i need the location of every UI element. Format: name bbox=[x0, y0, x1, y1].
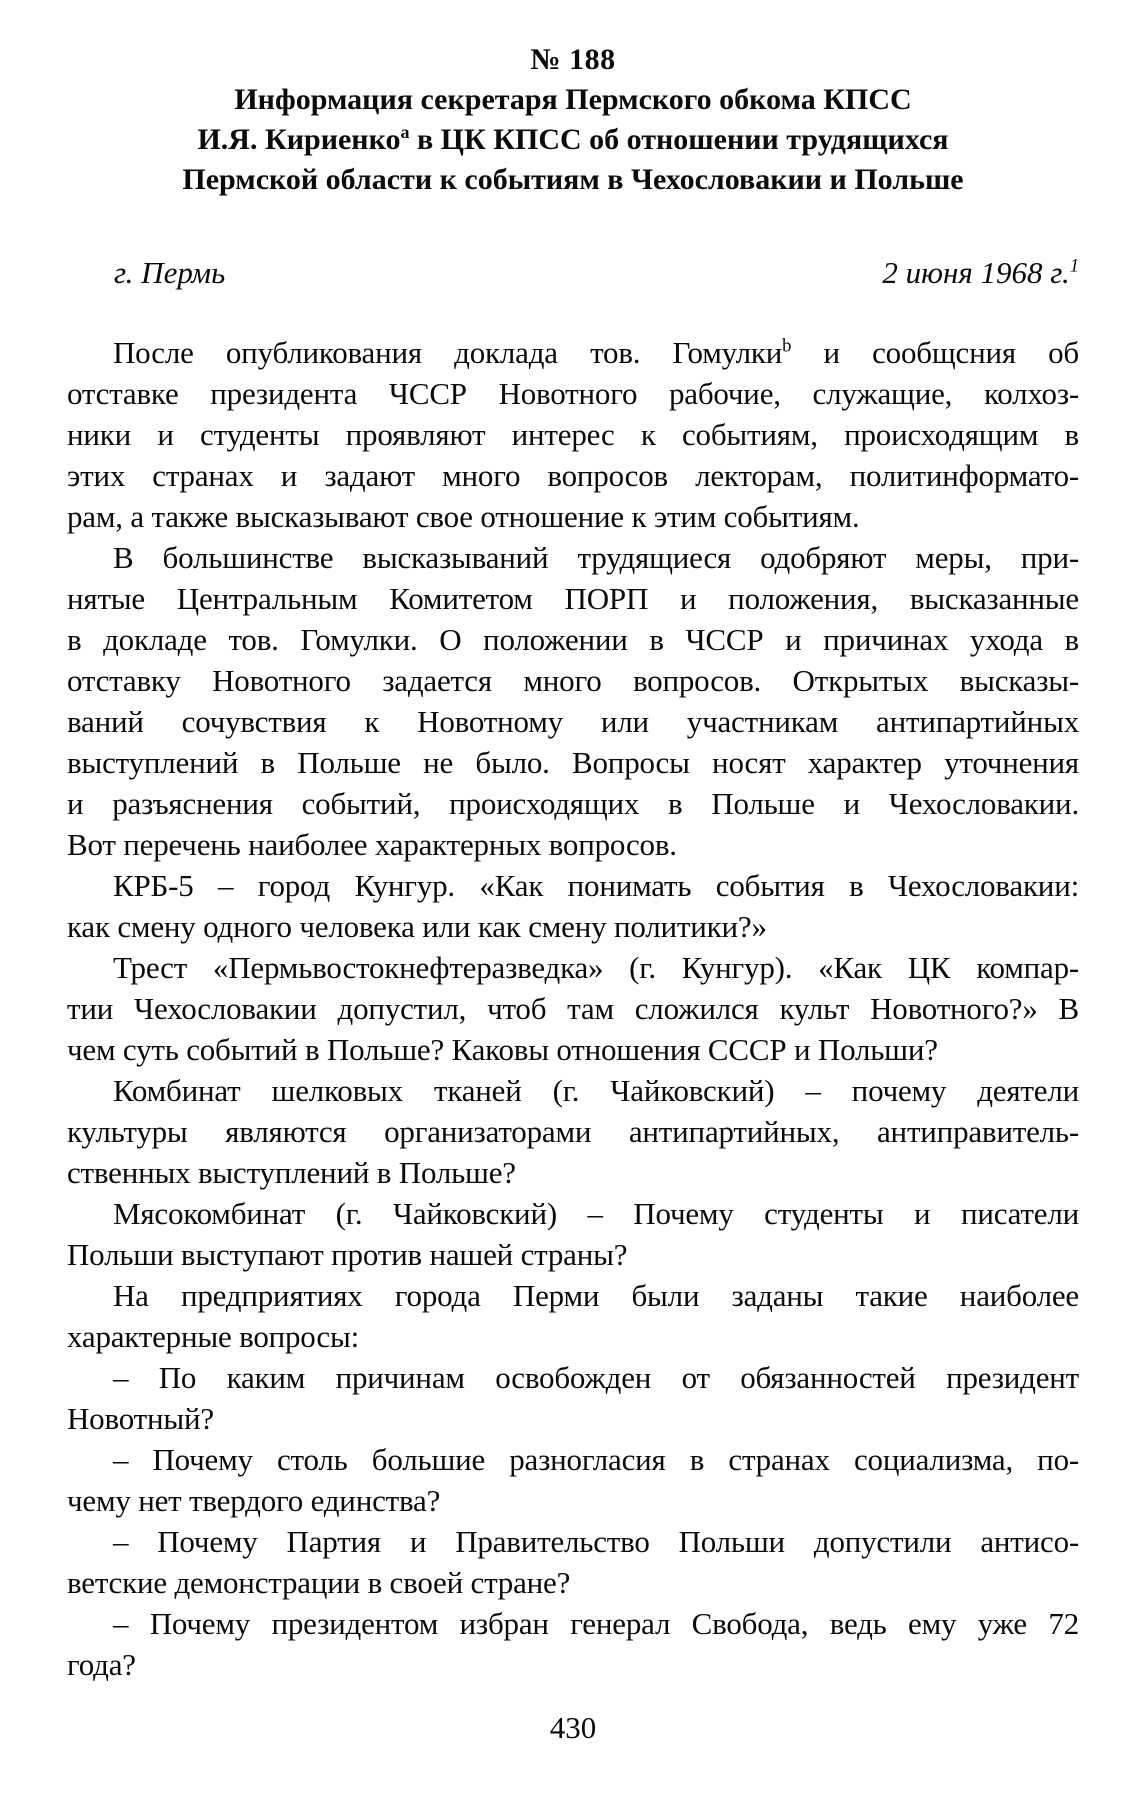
text-line bbox=[67, 742, 1079, 783]
dateline-place: г. Пермь bbox=[114, 255, 226, 290]
text-segment: После опубликования доклада тов. Гомулки bbox=[113, 335, 783, 370]
text-line bbox=[67, 496, 1079, 537]
paragraph bbox=[67, 1521, 1079, 1603]
text-segment: рам, а также высказывают свое отношение к этим событиям. bbox=[67, 499, 860, 534]
text-segment: тии Чехословакии допустил, чтоб там сложился культ Новотного?» В bbox=[67, 991, 1079, 1026]
text-segment: нятые Центральным Комитетом ПОРП и положения, высказанные bbox=[67, 581, 1079, 616]
document-content bbox=[67, 0, 1079, 1685]
text-line bbox=[67, 1193, 1079, 1234]
text-segment: этих странах и задают много вопросов лекторам, политинформато- bbox=[67, 458, 1079, 493]
text-segment: чем суть событий в Польше? Каковы отношения СССР и Польши? bbox=[67, 1032, 938, 1067]
dateline bbox=[67, 253, 1079, 293]
text-line bbox=[67, 1644, 1079, 1685]
document-title bbox=[67, 80, 1079, 200]
text-segment: – По каким причинам освобожден от обязанностей президент bbox=[113, 1360, 1079, 1395]
text-segment: и сообщсния об bbox=[791, 335, 1080, 370]
text-segment: Вот перечень наиболее характерных вопросов. bbox=[67, 827, 677, 862]
text-line bbox=[67, 1152, 1079, 1193]
text-segment: 2 июня 1968 г. bbox=[882, 255, 1070, 290]
text-segment: выступлений в Польше не было. Вопросы носят характер уточнения bbox=[67, 745, 1079, 780]
paragraph bbox=[67, 947, 1079, 1070]
dateline-date bbox=[882, 253, 1079, 293]
text-line bbox=[67, 1603, 1079, 1644]
text-segment: Комбинат шелковых тканей (г. Чайковский) – почему деятели bbox=[113, 1073, 1079, 1108]
text-line bbox=[67, 455, 1079, 496]
text-segment: И.Я. Кириенко bbox=[197, 123, 401, 156]
text-line bbox=[67, 1521, 1079, 1562]
text-line bbox=[67, 824, 1079, 865]
footnote-marker: b bbox=[782, 335, 792, 357]
paragraph bbox=[67, 1275, 1079, 1357]
text-segment: культуры являются организаторами антипартийных, антиправитель- bbox=[67, 1114, 1079, 1149]
text-line bbox=[67, 1111, 1079, 1152]
paragraph bbox=[67, 1193, 1079, 1275]
text-segment: Информация секретаря Пермского обкома КПСС bbox=[234, 83, 912, 116]
text-line bbox=[67, 1398, 1079, 1439]
title-line bbox=[67, 80, 1079, 120]
text-line bbox=[67, 865, 1079, 906]
text-line bbox=[67, 373, 1079, 414]
text-line bbox=[67, 332, 1079, 373]
text-segment: и разъяснения событий, происходящих в Польше и Чехословакии. bbox=[67, 786, 1079, 821]
text-line bbox=[67, 1357, 1079, 1398]
text-line bbox=[67, 1029, 1079, 1070]
text-segment: года? bbox=[67, 1647, 136, 1682]
text-segment: в докладе тов. Гомулки. О положении в ЧССР и причинах ухода в bbox=[67, 622, 1079, 657]
text-line bbox=[67, 619, 1079, 660]
document-number: № 188 bbox=[530, 43, 616, 76]
text-line bbox=[67, 578, 1079, 619]
text-segment: ваний сочувствия к Новотному или участникам антипартийных bbox=[67, 704, 1079, 739]
title-line bbox=[67, 160, 1079, 200]
paragraph bbox=[67, 1070, 1079, 1193]
text-line bbox=[67, 947, 1079, 988]
text-line bbox=[67, 1275, 1079, 1316]
text-line bbox=[67, 1234, 1079, 1275]
paragraph bbox=[67, 537, 1079, 865]
text-line bbox=[67, 1070, 1079, 1111]
text-segment: КРБ-5 – город Кунгур. «Как понимать события в Чехословакии: bbox=[113, 868, 1079, 903]
text-line bbox=[67, 783, 1079, 824]
text-line bbox=[67, 1316, 1079, 1357]
text-line bbox=[67, 1480, 1079, 1521]
text-line bbox=[67, 537, 1079, 578]
text-segment: Польши выступают против нашей страны? bbox=[67, 1237, 628, 1272]
text-segment: – Почему президентом избран генерал Свобода, ведь ему уже 72 bbox=[113, 1606, 1079, 1641]
text-segment: характерные вопросы: bbox=[67, 1319, 359, 1354]
text-segment: Мясокомбинат (г. Чайковский) – Почему студенты и писатели bbox=[113, 1196, 1079, 1231]
document-body bbox=[67, 332, 1079, 1685]
text-segment: Новотный? bbox=[67, 1401, 214, 1436]
text-segment: чему нет твердого единства? bbox=[67, 1483, 441, 1518]
page-number: 430 bbox=[549, 1710, 597, 1745]
text-segment: в ЦК КПСС об отношении трудящихся bbox=[409, 123, 949, 156]
paragraph bbox=[67, 1603, 1079, 1685]
text-segment: – Почему столь большие разногласия в странах социализма, по- bbox=[113, 1442, 1079, 1477]
footnote-marker: а bbox=[400, 122, 410, 142]
document-heading bbox=[67, 0, 1079, 200]
text-segment: Трест «Пермьвостокнефтеразведка» (г. Кунгур). «Как ЦК компар- bbox=[113, 950, 1079, 985]
text-segment: ветские демонстрации в своей стране? bbox=[67, 1565, 571, 1600]
text-segment: На предприятиях города Перми были заданы такие наиболее bbox=[113, 1278, 1079, 1313]
text-line bbox=[67, 906, 1079, 947]
text-segment: – Почему Партия и Правительство Польши допустили антисо- bbox=[113, 1524, 1079, 1559]
paragraph bbox=[67, 1357, 1079, 1439]
title-line bbox=[67, 120, 1079, 160]
text-segment: как смену одного человека или как смену политики?» bbox=[67, 909, 767, 944]
paragraph bbox=[67, 1439, 1079, 1521]
text-segment: Пермской области к событиям в Чехословакии и Польше bbox=[182, 163, 964, 196]
text-segment: ники и студенты проявляют интерес к событиям, происходящим в bbox=[67, 417, 1079, 452]
text-line bbox=[67, 414, 1079, 455]
paragraph bbox=[67, 865, 1079, 947]
text-line bbox=[67, 701, 1079, 742]
text-segment: отставке президента ЧССР Новотного рабочие, служащие, колхоз- bbox=[67, 376, 1079, 411]
text-segment: отставку Новотного задается много вопросов. Открытых высказы- bbox=[67, 663, 1079, 698]
paragraph bbox=[67, 332, 1079, 537]
text-line bbox=[67, 660, 1079, 701]
text-segment: В большинстве высказываний трудящиеся одобряют меры, при- bbox=[113, 540, 1079, 575]
footnote-marker: 1 bbox=[1069, 255, 1079, 277]
text-segment: ственных выступлений в Польше? bbox=[67, 1155, 516, 1190]
text-line bbox=[67, 1439, 1079, 1480]
text-line bbox=[67, 1562, 1079, 1603]
text-line bbox=[67, 988, 1079, 1029]
